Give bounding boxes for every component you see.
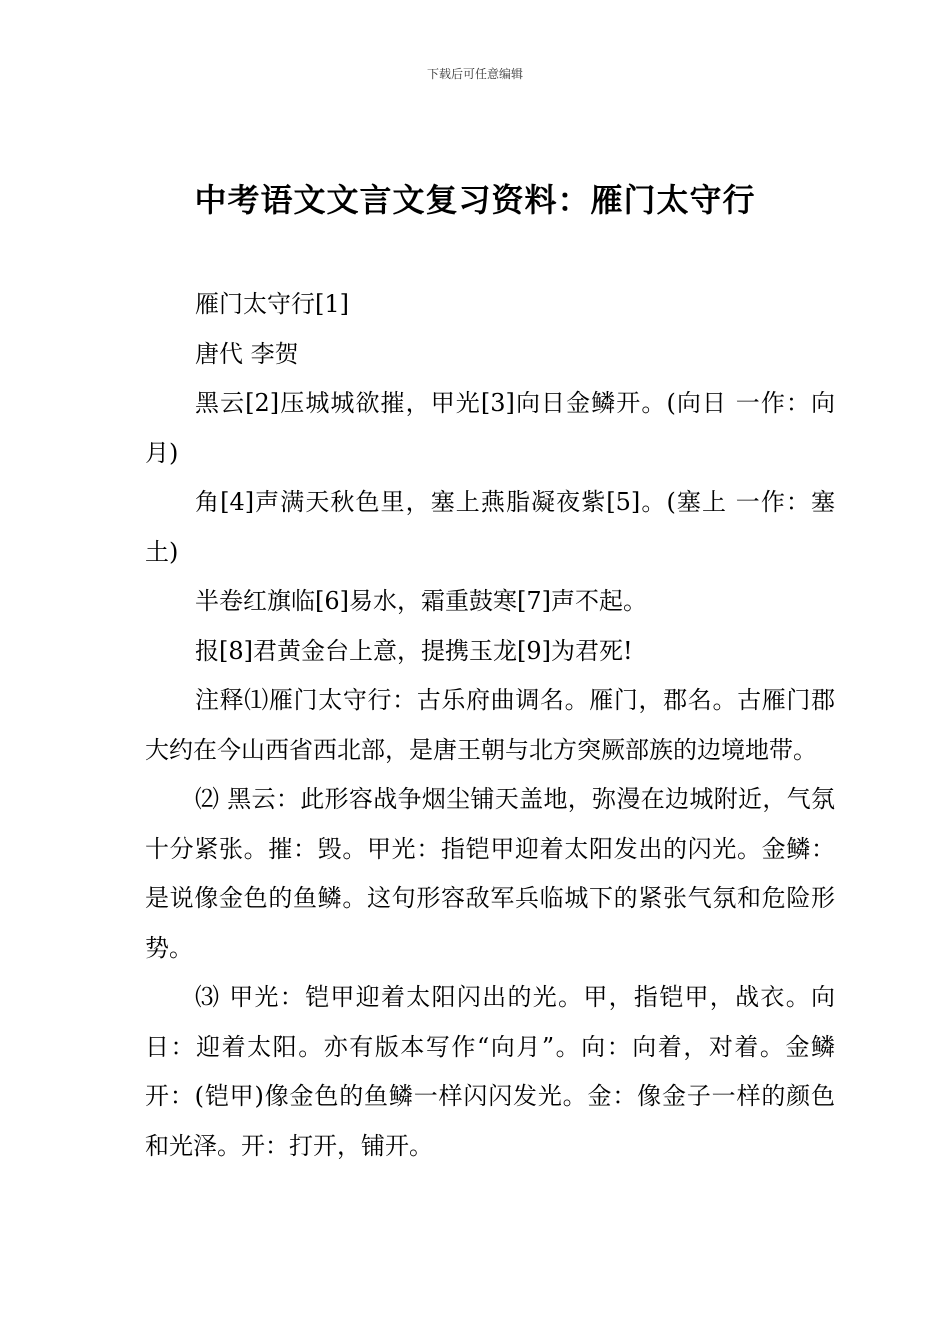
document-body bbox=[145, 280, 835, 1171]
annotation-2: ⑵ 黑云：此形容战争烟尘铺天盖地，弥漫在边城附近，气氛十分紧张。摧：毁。甲光：指铠甲迎着太阳发出的闪光。金鳞：是说像金色的鱼鳞。这句形容敌军兵临城下的紧张气氛和危险形势。 bbox=[145, 785, 835, 962]
poem-line-2: 角[4]声满天秋色里，塞上燕脂凝夜紫[5]。(塞上 一作：塞土) bbox=[145, 488, 835, 566]
header-note: 下载后可任意编辑 bbox=[426, 67, 523, 81]
annotation-3: ⑶ 甲光：铠甲迎着太阳闪出的光。甲，指铠甲，战衣。向日：迎着太阳。亦有版本写作“向月”。向：向着，对着。金鳞开：(铠甲)像金色的鱼鳞一样闪闪发光。金：像金子一样的颜色和光泽。开：打开，铺开。 bbox=[145, 983, 835, 1160]
annotation-1: 注释⑴雁门太守行：古乐府曲调名。雁门，郡名。古雁门郡大约在今山西省西北部，是唐王朝与北方突厥部族的边境地带。 bbox=[145, 686, 835, 764]
poem-line-4: 报[8]君黄金台上意，提携玉龙[9]为君死! bbox=[195, 636, 633, 665]
poem-line-3: 半卷红旗临[6]易水，霜重鼓寒[7]声不起。 bbox=[195, 587, 647, 615]
poem-author: 唐代 李贺 bbox=[195, 339, 299, 368]
poem-title: 雁门太守行[1] bbox=[195, 290, 349, 318]
poem-line-1: 黑云[2]压城城欲摧，甲光[3]向日金鳞开。(向日 一作：向月) bbox=[145, 389, 835, 467]
document-title: 中考语文文言文复习资料：雁门太守行 bbox=[194, 181, 756, 219]
